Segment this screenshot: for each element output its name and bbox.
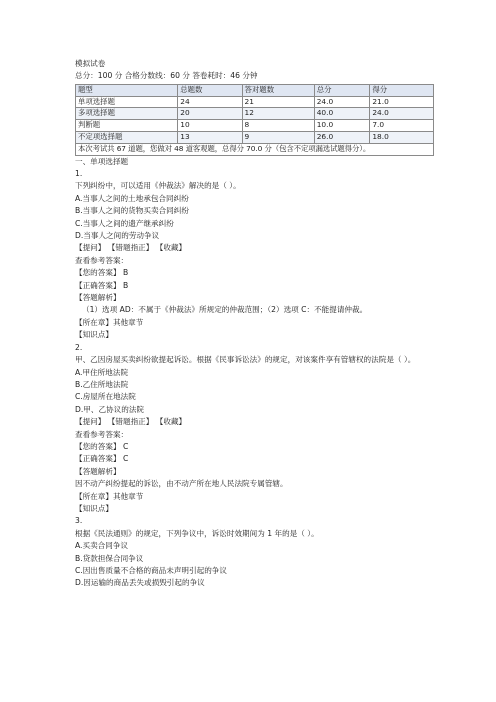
- table-summary-row: [76, 143, 434, 155]
- view-answer-label: 查看参考答案：: [75, 429, 129, 439]
- table-header-cell: 总分: [314, 84, 370, 96]
- table-cell: 20: [178, 108, 242, 120]
- analysis-text: （1）选项 AD：不属于《仲裁法》所规定的仲裁范围；（2）选项 C：不能提请仲裁。: [82, 305, 368, 315]
- question-stem: 根据《民法通则》的规定，下列争议中，诉讼时效期间为 1 年的是（ ）。: [75, 528, 319, 538]
- view-answer-label: 查看参考答案：: [75, 255, 129, 265]
- question-actions[interactable]: 【提问】 【错题指正】 【收藏】: [75, 243, 187, 253]
- knowledge-label: 【知识点】: [75, 330, 113, 340]
- table-header-cell: 题型: [76, 84, 178, 96]
- analysis-label: 【答题解析】: [75, 466, 121, 476]
- table-cell: 13: [178, 132, 242, 144]
- option-c: C.房屋所在地法院: [75, 392, 136, 402]
- table-cell: 8: [242, 120, 314, 132]
- table-header-cell: 总题数: [178, 84, 242, 96]
- option-d: D.当事人之间的劳动争议: [75, 231, 160, 241]
- question-number: 1.: [75, 169, 83, 178]
- exam-meta: 总分：100 分 合格分数线：60 分 答卷耗时：46 分钟: [75, 71, 258, 81]
- table-cell: 12: [242, 108, 314, 120]
- table-cell: 24.0: [370, 108, 434, 120]
- question-actions[interactable]: 【提问】 【错题指正】 【收藏】: [75, 417, 187, 427]
- your-answer: 【您的答案】 C: [75, 441, 129, 451]
- table-cell: 21.0: [370, 96, 434, 108]
- option-a: A.买卖合同争议: [75, 541, 129, 551]
- analysis-text: 因不动产纠纷提起的诉讼，由不动产所在地人民法院专属管辖。: [75, 479, 288, 489]
- your-answer: 【您的答案】 B: [75, 268, 129, 278]
- table-cell: 多项选择题: [76, 108, 178, 120]
- table-row: [76, 96, 434, 108]
- question-stem: 甲、乙因房屋买卖纠纷欲提起诉讼。根据《民事诉讼法》的规定，对该案件享有管辖权的法院是（ ）。: [75, 355, 416, 365]
- table-cell: 9: [242, 132, 314, 144]
- score-summary: 本次考试共 67 道题，您做对 48 道客观题，总得分 70.0 分（包含不定项漏选试题得分）。: [76, 143, 434, 155]
- question-number: 3.: [75, 516, 83, 526]
- table-cell: 判断题: [76, 120, 178, 132]
- option-a: A.甲住所地法院: [75, 367, 129, 377]
- chapter-label: 【所在章】其他章节: [75, 317, 144, 327]
- option-b: B.贷款担保合同争议: [75, 553, 144, 563]
- option-b: B.乙住所地法院: [75, 379, 129, 389]
- table-cell: 10: [178, 120, 242, 132]
- question-stem: 下列纠纷中，可以适用《仲裁法》解决的是（ ）。: [75, 181, 241, 191]
- table-cell: 24: [178, 96, 242, 108]
- table-cell: 18.0: [370, 132, 434, 144]
- analysis-label: 【答题解析】: [75, 293, 121, 303]
- table-cell: 40.0: [314, 108, 370, 120]
- table-header-cell: 得分: [370, 84, 434, 96]
- table-cell: 7.0: [370, 120, 434, 132]
- question-number: 2.: [75, 342, 83, 352]
- option-d: D.因运输的商品丢失或损毁引起的争议: [75, 578, 205, 588]
- option-a: A.当事人之间的土地承包合同纠纷: [75, 193, 189, 203]
- question-2: [75, 342, 435, 516]
- table-cell: 单项选择题: [76, 96, 178, 108]
- table-cell: 21: [242, 96, 314, 108]
- table-row: [76, 120, 434, 132]
- question-1: [75, 168, 435, 342]
- correct-answer: 【正确答案】 B: [75, 280, 129, 290]
- option-d: D.甲、乙协议的法院: [75, 404, 145, 414]
- document-page: [75, 58, 435, 590]
- score-table: [75, 84, 434, 156]
- table-row: [76, 132, 434, 144]
- option-b: B.当事人之间的货物买卖合同纠纷: [75, 206, 189, 216]
- table-cell: 不定项选择题: [76, 132, 178, 144]
- table-row: [76, 108, 434, 120]
- knowledge-label: 【知识点】: [75, 503, 113, 513]
- table-cell: 10.0: [314, 120, 370, 132]
- doc-title: 模拟试卷: [75, 59, 106, 68]
- option-c: C.因出售质量不合格的商品未声明引起的争议: [75, 566, 227, 575]
- option-c: C.当事人之间的遗产继承纠纷: [75, 218, 174, 228]
- table-cell: 26.0: [314, 132, 370, 144]
- chapter-label: 【所在章】其他章节: [75, 491, 144, 501]
- table-header-row: [76, 84, 434, 96]
- section-title: 一、单项选择题: [75, 156, 129, 166]
- table-cell: 24.0: [314, 96, 370, 108]
- correct-answer: 【正确答案】 C: [75, 454, 129, 464]
- table-header-cell: 答对题数: [242, 84, 314, 96]
- question-3: [75, 515, 435, 589]
